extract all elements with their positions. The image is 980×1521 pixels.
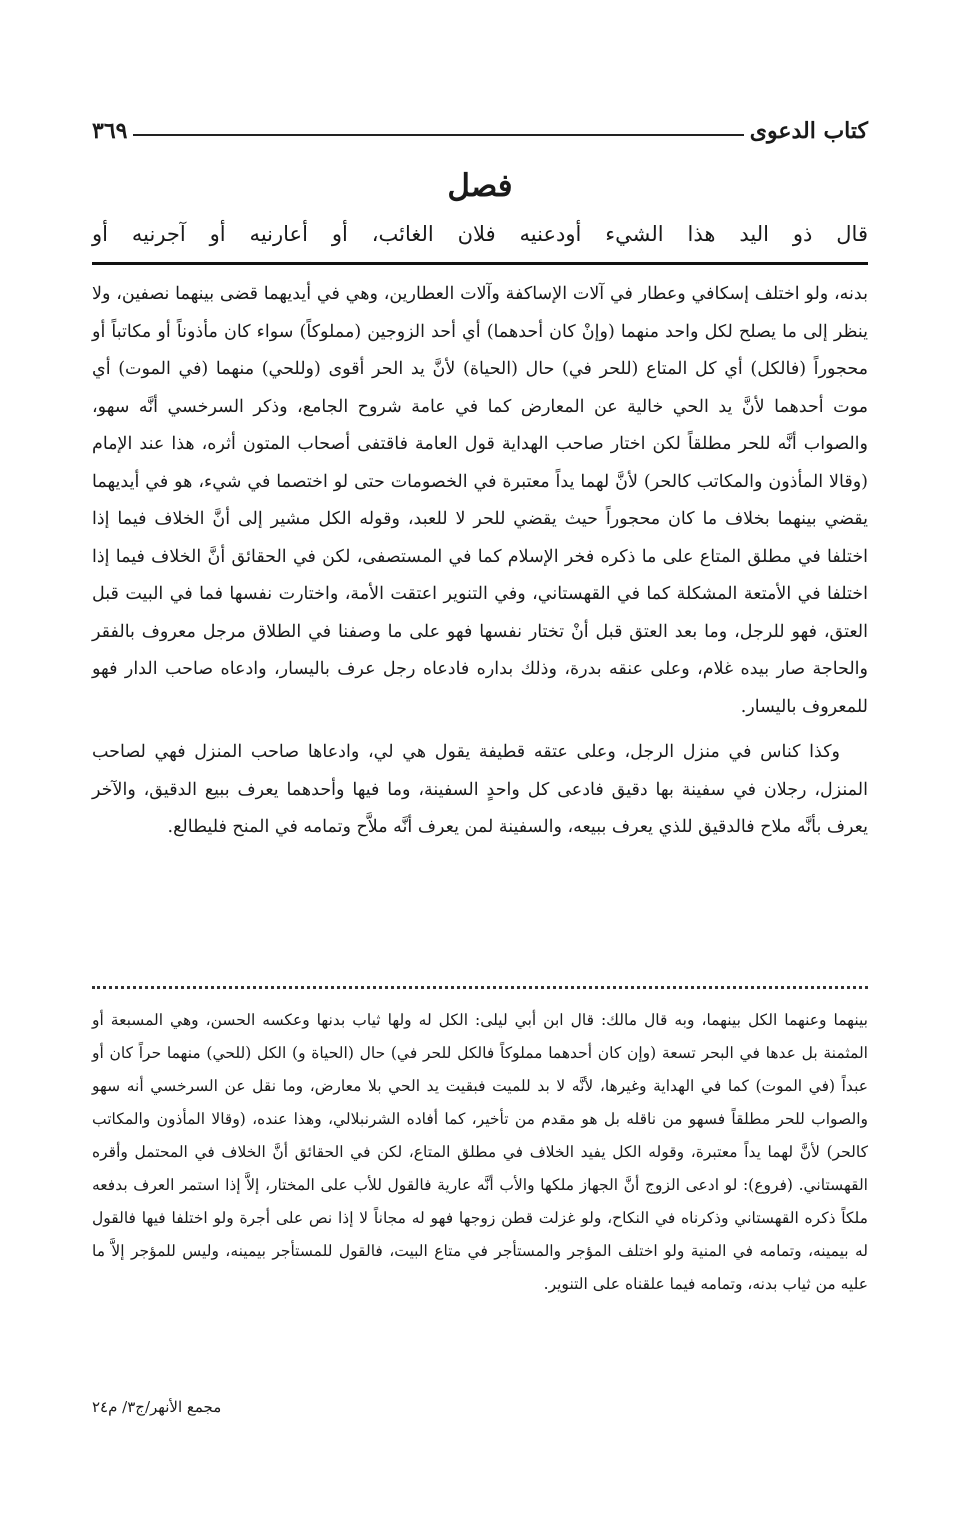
book-title: كتاب الدعوى [749, 118, 868, 144]
header-rule [133, 134, 743, 136]
page-number: ٣٦٩ [92, 118, 128, 144]
section-title: فصل [447, 168, 513, 204]
page [92, 96, 868, 1476]
footnote-separator [92, 986, 868, 989]
footnote-paragraph: بينهما وعنهما الكل بينهما، وبه قال مالك: قال ابن أبي ليلى: الكل له ولها ثياب بدنها وعكسه الحسن، وهي المسبعة أو المثمنة بل عدها في البحر تسعة (وإن كان أحدهما مملوكاً فالكل للحر في) حال (الحياة و) الكل (للحي) منهما حراً كان أو عبداً (في الموت) كما في الهداية وغيرها، لأنَّه لا بد للميت فبقيت يد الحي بلا معارض، وما نقل عن السرخسي أنه سهو والصواب للحر مطلقاً فسهو من ناقله بل هو مقدم من تأخير، كما أفاده الشرنبلالي، وهذا عنده، (وقالا المأذون والمكاتب كالحر) لأنَّ لهما يداً معتبرة، وقوله الكل يفيد الخلاف في مطلق المتاع، لكن في الحقائق أنَّ الخلاف في المحتمل وأقره القهستاني. (فروع): لو ادعى الزوج أنَّ الجهاز ملكها والأب أنَّه عارية فالقول للأب على المختار، إلاَّ إذا استمر العرف بدفعه ملكاً ذكره القهستاني وذكرناه في النكاح، ولو غزلت قطن زوجها فهو له مجاناً لا إذا نص على أجرة ولو اختلفا فيها فالقول له بيمينه، وتمامه في المنية ولو اختلف المؤجر والمستأجر في متاع البيت، فالقول للمستأجر بيمينه، وليس للمؤجر إلاَّ ما عليه من ثياب بدنه، وتمامه فيما علقناه على التنوير. [92, 1011, 868, 1293]
running-header [92, 114, 868, 144]
bottom-signature: مجمع الأنهر/ج٣/ م٢٤ [92, 1398, 222, 1416]
body-paragraph-1: بدنه، ولو اختلف إسكافي وعطار في آلات الإساكفة وآلات العطارين، وهي في أيديهما قضى بينهما نصفين، ولا ينظر إلى ما يصلح لكل واحد منهما (وإنْ كان أحدهما) أي أحد الزوجين (مملوكاً) سواء كان مأذوناً أو مكاتباً أو محجوراً (فالكل) أي كل المتاع (للحر في) حال (الحياة) لأنَّ يد الحر أقوى (وللحي) منهما (في الموت) أي موت أحدهما لأنَّ يد الحي خالية عن المعارض كما في عامة شروح الجامع، وذكر السرخسي أنَّه سهو، والصواب أنَّه للحر مطلقاً لكن اختار صاحب الهداية قول العامة فاقتفى أصحاب المتون أثره، هذا عند الإمام (وقالا المأذون والمكاتب كالحر) لأنَّ لهما يداً معتبرة في الخصومات حتى لو اختصما في شيء، هو في أيديهما يقضي بينهما بخلاف ما كان محجوراً حيث يقضي للحر لا للعبد، وقوله الكل مشير إلى أنَّ الخلاف فيما إذا اختلفا في مطلق المتاع على ما ذكره فخر الإسلام كما في المستصفى، لكن في الحقائق أنَّ الخلاف فيما إذا اختلفا في الأمتعة المشكلة كما في القهستاني، وفي التنوير اعتقت الأمة، واختارت نفسها فما في البيت قبل العتق، فهو للرجل، وما بعد العتق قبل أنْ تختار نفسها فهو على ما وصفنا في الطلاق مرجل معروف بالفقر والحاجة صار بيده غلام، وعلى عنقه بدرة، وذلك بداره فادعاه رجل عرف باليسار، وادعاه صاحب الدار فهو للمعروف باليسار. [92, 284, 868, 717]
separator-rule [92, 262, 868, 265]
main-text [92, 276, 868, 847]
body-paragraph-2: وكذا كناس في منزل الرجل، وعلى عتقه قطيفة يقول هي لي، وادعاها صاحب المنزل فهي لصاحب المنزل، رجلان في سفينة بها دقيق فادعى كل واحدٍ السفينة، وما فيها وأحدهما يعرف ببيع الدقيق، والآخر يعرف بأنَّه ملاح فالدقيق للذي يعرف ببيعه، والسفينة لمن يعرف أنَّه ملاَّح وتمامه في المنح فليطالع. [92, 742, 868, 837]
footnote-text [92, 1004, 868, 1301]
section-first-line: قال ذو اليد هذا الشيء أودعنيه فلان الغائب، أو أعارنيه أو آجرنيه أو [92, 222, 868, 246]
